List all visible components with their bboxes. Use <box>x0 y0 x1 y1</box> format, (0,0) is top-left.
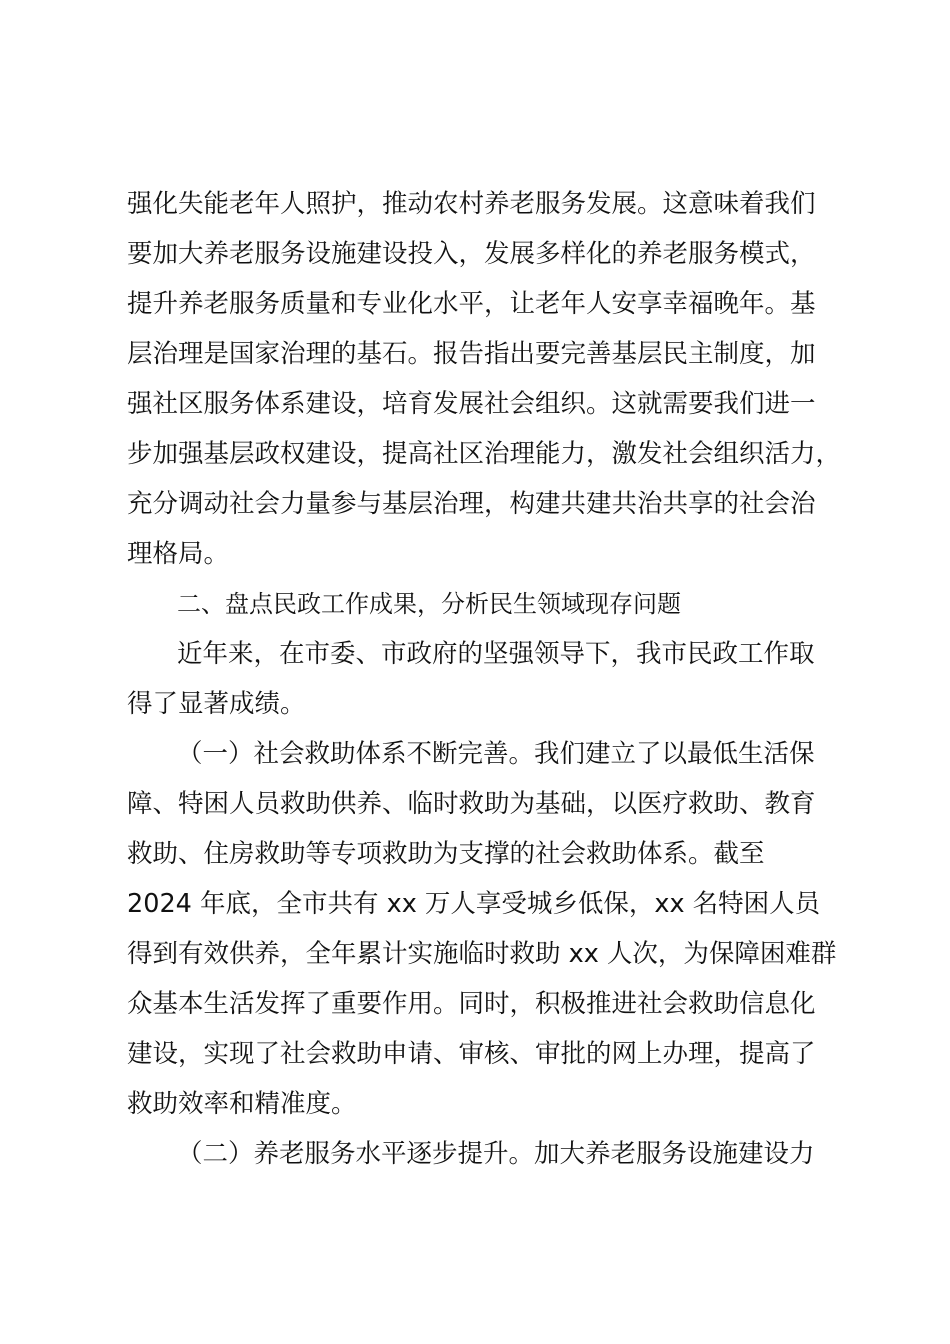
body-text-line: 救助效率和精准度。 <box>127 1089 357 1119</box>
section-heading: 二、盘点民政工作成果，分析民生领域现存问题 <box>177 590 681 618</box>
body-text-line: 众基本生活发挥了重要作用。同时，积极推进社会救助信息化 <box>127 989 816 1019</box>
body-text-line: 建设，实现了社会救助申请、审核、审批的网上办理，提高了 <box>127 1039 816 1069</box>
subsection-heading-line: （一）社会救助体系不断完善。我们建立了以最低生活保 <box>177 739 815 769</box>
body-text-line: 强社区服务体系建设，培育发展社会组织。这就需要我们进一 <box>127 389 816 419</box>
body-text-line: 救助、住房救助等专项救助为支撑的社会救助体系。截至 <box>127 839 765 869</box>
body-text-line: 障、特困人员救助供养、临时救助为基础，以医疗救助、教育 <box>127 789 816 819</box>
subsection-heading-line: （二）养老服务水平逐步提升。加大养老服务设施建设力 <box>177 1139 815 1169</box>
body-text-line: 提升养老服务质量和专业化水平，让老年人安享幸福晚年。基 <box>127 289 816 319</box>
body-text-line: 理格局。 <box>127 539 230 569</box>
body-text-line: 得了显著成绩。 <box>127 689 306 719</box>
body-text-line: 得到有效供养，全年累计实施临时救助 xx 人次，为保障困难群 <box>127 939 837 969</box>
body-text-line: 步加强基层政权建设，提高社区治理能力，激发社会组织活力， <box>127 439 842 469</box>
body-text-line: 2024 年底，全市共有 xx 万人享受城乡低保，xx 名特困人员 <box>127 889 821 919</box>
body-text-line: 强化失能老年人照护，推动农村养老服务发展。这意味着我们 <box>127 189 816 219</box>
body-text-line: 近年来，在市委、市政府的坚强领导下，我市民政工作取 <box>177 639 815 669</box>
body-text-line: 充分调动社会力量参与基层治理，构建共建共治共享的社会治 <box>127 489 816 519</box>
body-text-line: 要加大养老服务设施建设投入，发展多样化的养老服务模式， <box>127 239 816 269</box>
body-text-line: 层治理是国家治理的基石。报告指出要完善基层民主制度，加 <box>127 339 816 369</box>
